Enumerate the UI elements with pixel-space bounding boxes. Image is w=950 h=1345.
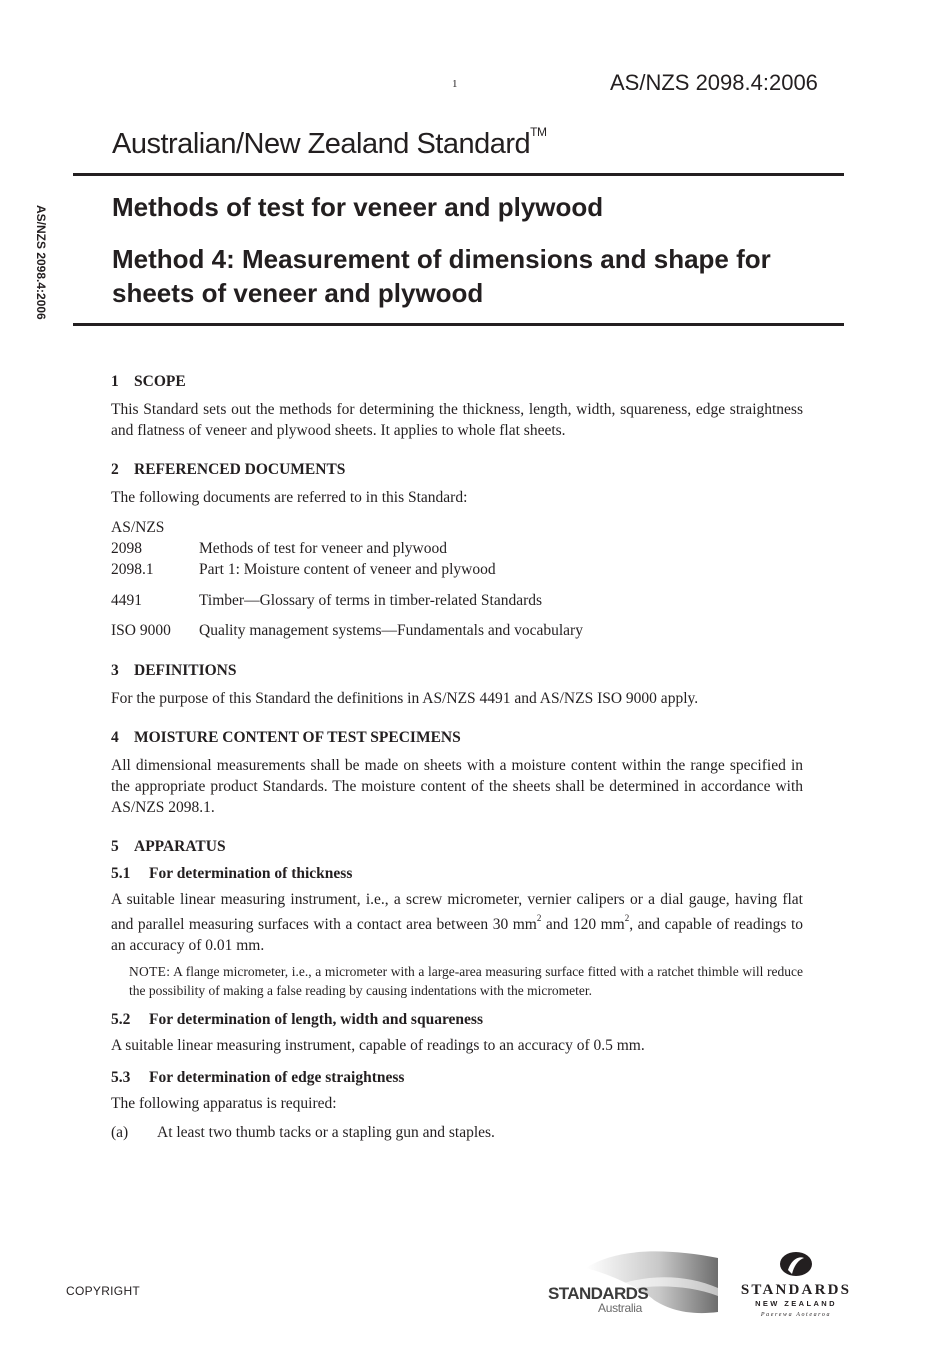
ref-row [111,621,803,641]
copyright-label: COPYRIGHT [66,1284,141,1298]
section-title: MOISTURE CONTENT OF TEST SPECIMENS [134,729,461,746]
logo-nz-main: STANDARDS [740,1282,852,1298]
section-title: REFERENCED DOCUMENTS [134,461,346,478]
side-label [28,205,48,365]
section-heading-definitions [111,661,803,680]
subsection-heading-5-3 [111,1068,803,1087]
ref-title: Part 1: Moisture content of veneer and plywood [199,561,496,578]
standards-australia-logo [546,1246,722,1318]
section-number: 1 [111,373,119,390]
superscript: 2 [624,913,630,923]
section-title: DEFINITIONS [134,662,237,679]
section-title: SCOPE [134,373,186,390]
text-run: , and capable of readings to an accuracy of 0.01 mm. [111,916,803,955]
ref-title: Methods of test for veneer and plywood [199,540,447,557]
method-title: Method 4: Measurement of dimensions and shape for sheets of veneer and plywood [112,244,771,308]
length-width-text: A suitable linear measuring instrument, capable of readings to an accuracy of 0.5 mm. [111,1037,645,1055]
banner-text: Australian/New Zealand Standard [112,128,531,160]
ref-row [111,591,803,611]
trademark-mark: TM [530,125,547,140]
bottom-rule [73,323,844,326]
ref-title: Quality management systems—Fundamentals and vocabulary [199,622,583,639]
section-title: APPARATUS [134,838,226,855]
superscript: 2 [536,913,542,923]
standard-banner [112,125,547,161]
ref-title: Timber—Glossary of terms in timber-related Standards [199,592,543,609]
edge-straightness-text: The following apparatus is required: [111,1095,337,1113]
series-title: Methods of test for veneer and plywood [112,192,604,222]
section-heading-apparatus [111,837,803,856]
list-item-text: At least two thumb tacks or a stapling gun and staples. [157,1124,495,1142]
subsection-number: 5.3 [111,1069,131,1087]
refs-list [111,538,803,580]
note-label: NOTE: [129,964,171,980]
list-item-label: (a) [111,1124,129,1142]
section-heading-scope [111,372,803,391]
subsection-title: For determination of edge straightness [149,1069,405,1087]
section-heading-refs [111,460,803,479]
subsection-title: For determination of thickness [149,865,353,882]
section-number: 5 [111,838,119,855]
logo-nz-maori: Paerewa Aotearoa [760,1312,832,1318]
ref-code: 2098.1 [111,561,154,578]
subsection-number: 5.1 [111,865,131,882]
logo-nz-sub: NEW ZEALAND [755,1299,837,1308]
scope-text: This Standard sets out the methods for determining the thickness, length, width, squareness, edge straightness and flatness of veneer and plywood sheets. It applies to whole flat sheets. [111,401,803,439]
top-rule [73,173,844,176]
standards-new-zealand-logo [734,1250,858,1320]
refs-intro: The following documents are referred to in this Standard: [111,489,468,506]
refs-group-label: AS/NZS [111,519,165,536]
ref-code: ISO 9000 [111,622,171,639]
ref-code: 2098 [111,540,142,557]
text-run: and 120 mm [541,916,625,934]
document-body [111,372,803,1143]
standard-number: AS/NZS 2098.4:2006 [610,70,818,95]
section-number: 4 [111,729,119,746]
ref-code: 4491 [111,592,142,609]
subsection-heading-5-1 [111,864,803,883]
side-label-text: AS/NZS 2098.4:2006 [34,205,48,320]
list-item [111,1122,803,1143]
note-text: A flange micrometer, i.e., a micrometer with a large-area measuring surface fitted with a ratchet thimble will reduce the possibility of making a false reading by causing indentations with the micrometer. [129,964,803,999]
text-run: A suitable linear measuring instrument, i.e., a screw micrometer, vernier calipers or a dial gauge, having flat and parallel measuring surfaces with a contact area between 30 mm [111,891,803,934]
page-number: 1 [452,78,458,90]
note [129,962,803,1000]
subsection-number: 5.2 [111,1011,131,1029]
thickness-text [111,889,803,956]
moisture-text: All dimensional measurements shall be made on sheets with a moisture content within the range specified in the appropriate product Standards. The moisture content of the sheets shall be determined in accordance with AS/NZS 2098.1. [111,757,803,816]
section-number: 3 [111,662,119,679]
logo-au-sub: Australia [598,1301,642,1315]
section-number: 2 [111,461,119,478]
subsection-title: For determination of length, width and squareness [149,1011,483,1029]
section-heading-moisture [111,728,803,747]
definitions-text: For the purpose of this Standard the definitions in AS/NZS 4491 and AS/NZS ISO 9000 apply. [111,690,699,707]
subsection-heading-5-2 [111,1010,803,1029]
logo-au-main: STANDARDS [548,1284,649,1303]
